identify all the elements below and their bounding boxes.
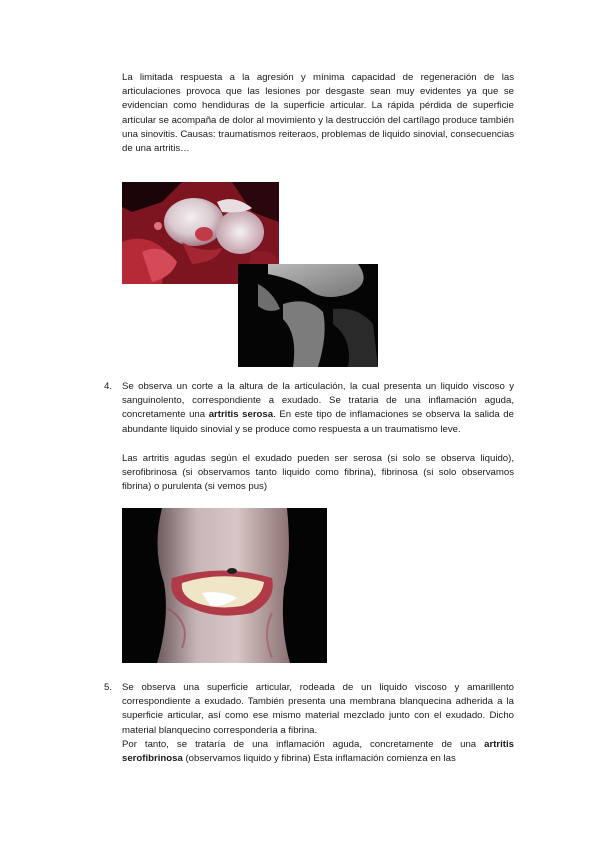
item-4-text-start: Se observa un corte a la altura de la articulación, la cual presenta un liquido viscoso y sanguinolento, correspondiente a exudado. Se trataria de una inflamación aguda, concretamente una <box>122 381 514 421</box>
item-5-text-end: (observamos liquido y fibrina) Esta inflamación comienza en las <box>182 753 456 765</box>
item-5-number: 5. <box>104 682 113 693</box>
item-4-text-end: . En este tipo de inflamaciones se observa la salida de abundante liquido sinovial y se produce como respuesta a un traumatismo leve. <box>122 409 514 435</box>
item-4-classification: Las artritis agudas según el exudado pueden ser serosa (si solo se observa liquido), serofibrinosa (si observamos tanto liquido como fibrina), fibrinosa (si solo observamos fibrina) o purulenta (si vemos pus) <box>122 453 514 493</box>
item-5-conclusion <box>122 738 514 766</box>
joint-radiograph <box>238 264 378 367</box>
item-4-paragraph <box>122 380 514 437</box>
intro-paragraph: La limitada respuesta a la agresión y mínima capacidad de regeneración de las articulaciones provoca que las lesiones por desgaste sean muy evidentes ya que se evidencian como hendiduras de la superficie articular. La rápida pérdida de superficie articular se acompaña de dolor al movimiento y la destrucción del cartílago produce también una sinovitis. Causas: traumatismos reiteraos, problemas de liquido sinovial, consecuencias de una artritis… <box>122 72 514 155</box>
item-5-paragraph: Se observa una superficie articular, rodeada de un liquido viscoso y amarillento correspondiente a exudado. También presenta una membrana blanquecina adherida a la superficie articular, así como ese mismo material mezclado junto con el exudado. Dicho material blanquecino correspondería a fibrina. <box>122 682 514 736</box>
item-4-diagnosis: artritis serosa <box>208 409 274 421</box>
item-5-diagnosis: artritis serofibrinosa <box>122 739 514 765</box>
joint-exudate-photo <box>122 508 327 663</box>
item-5-text-start: Por tanto, se trataría de una inflamación aguda, concretamente de una <box>122 739 485 750</box>
item-4-number: 4. <box>104 381 113 392</box>
